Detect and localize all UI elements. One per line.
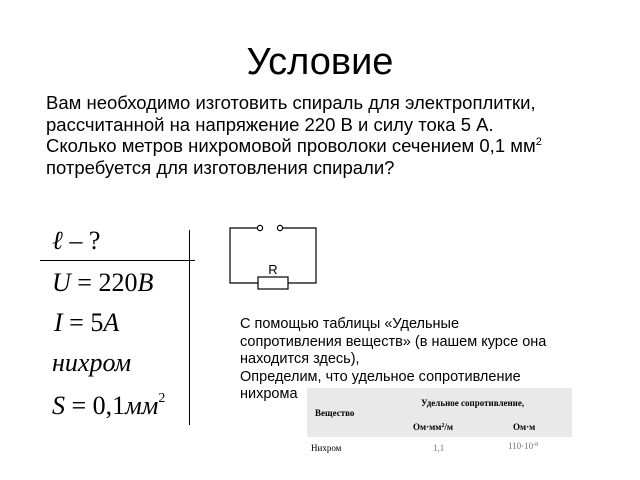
- area-value: = 0,1: [65, 391, 126, 420]
- circuit-wire: [283, 228, 316, 283]
- note-line: Определим, что удельное сопротивление: [240, 368, 521, 385]
- current-value: = 5: [62, 308, 104, 337]
- area-superscript: 2: [158, 391, 166, 406]
- resistivity-table: [307, 388, 572, 460]
- given-separator-horizontal: [40, 260, 195, 261]
- unit-text: Ом·мм: [413, 422, 442, 432]
- problem-statement: [46, 92, 621, 178]
- voltage-symbol: U: [52, 268, 71, 297]
- current-symbol: I: [54, 308, 63, 337]
- header-substance: Вещество: [315, 408, 355, 418]
- note-line: находится здесь),: [240, 351, 360, 367]
- note-line: С помощью таблицы «Удельные: [240, 316, 460, 332]
- header-unit-ohm-mm2-per-m: [413, 422, 453, 432]
- row-value-ohm-mm2-per-m: 1,1: [433, 443, 445, 453]
- problem-text: Сколько метров нихромовой проволоки сечением 0,1 мм: [46, 135, 536, 156]
- header-resistivity: Удельное сопротивление,: [421, 398, 525, 408]
- note-line: нихрома: [240, 386, 298, 402]
- circuit-wire: [230, 228, 258, 283]
- given-voltage: [52, 268, 153, 298]
- header-unit-ohm-m: Ом·м: [513, 422, 536, 432]
- given-length: [52, 226, 100, 256]
- given-current: [54, 308, 119, 338]
- area-symbol: S: [52, 391, 65, 420]
- note-line: сопротивления веществ» (в нашем курсе она: [240, 333, 547, 350]
- length-symbol: ℓ: [52, 226, 63, 255]
- given-area: [52, 391, 165, 421]
- problem-line: рассчитанной на напряжение 220 В и силу тока 5 А.: [46, 113, 494, 135]
- voltage-unit: B: [137, 268, 154, 297]
- row-substance: Нихром: [311, 443, 342, 453]
- resistor-label: R: [268, 262, 278, 277]
- row-value-superscript: -8: [533, 442, 539, 448]
- length-unknown: – ?: [62, 226, 101, 255]
- superscript: 2: [535, 136, 542, 148]
- given-separator-vertical: [189, 230, 190, 425]
- terminal-icon: [257, 225, 262, 230]
- circuit-diagram: [227, 222, 323, 292]
- row-value-ohm-m: [508, 441, 538, 451]
- problem-line: [46, 135, 621, 157]
- unit-superscript: 2: [441, 423, 445, 429]
- problem-line: потребуется для изготовления спирали?: [46, 156, 395, 178]
- slide-title: Условие: [246, 41, 394, 83]
- unit-text: /м: [444, 422, 454, 432]
- problem-line: Вам необходимо изготовить спираль для электроплитки,: [46, 92, 536, 113]
- area-unit: мм: [125, 391, 159, 420]
- terminal-icon: [277, 225, 282, 230]
- resistor-icon: [258, 277, 288, 289]
- given-material: нихром: [52, 348, 132, 377]
- voltage-value: = 220: [70, 268, 138, 297]
- current-unit: A: [103, 308, 120, 337]
- row-value-text: 110·10: [508, 441, 534, 451]
